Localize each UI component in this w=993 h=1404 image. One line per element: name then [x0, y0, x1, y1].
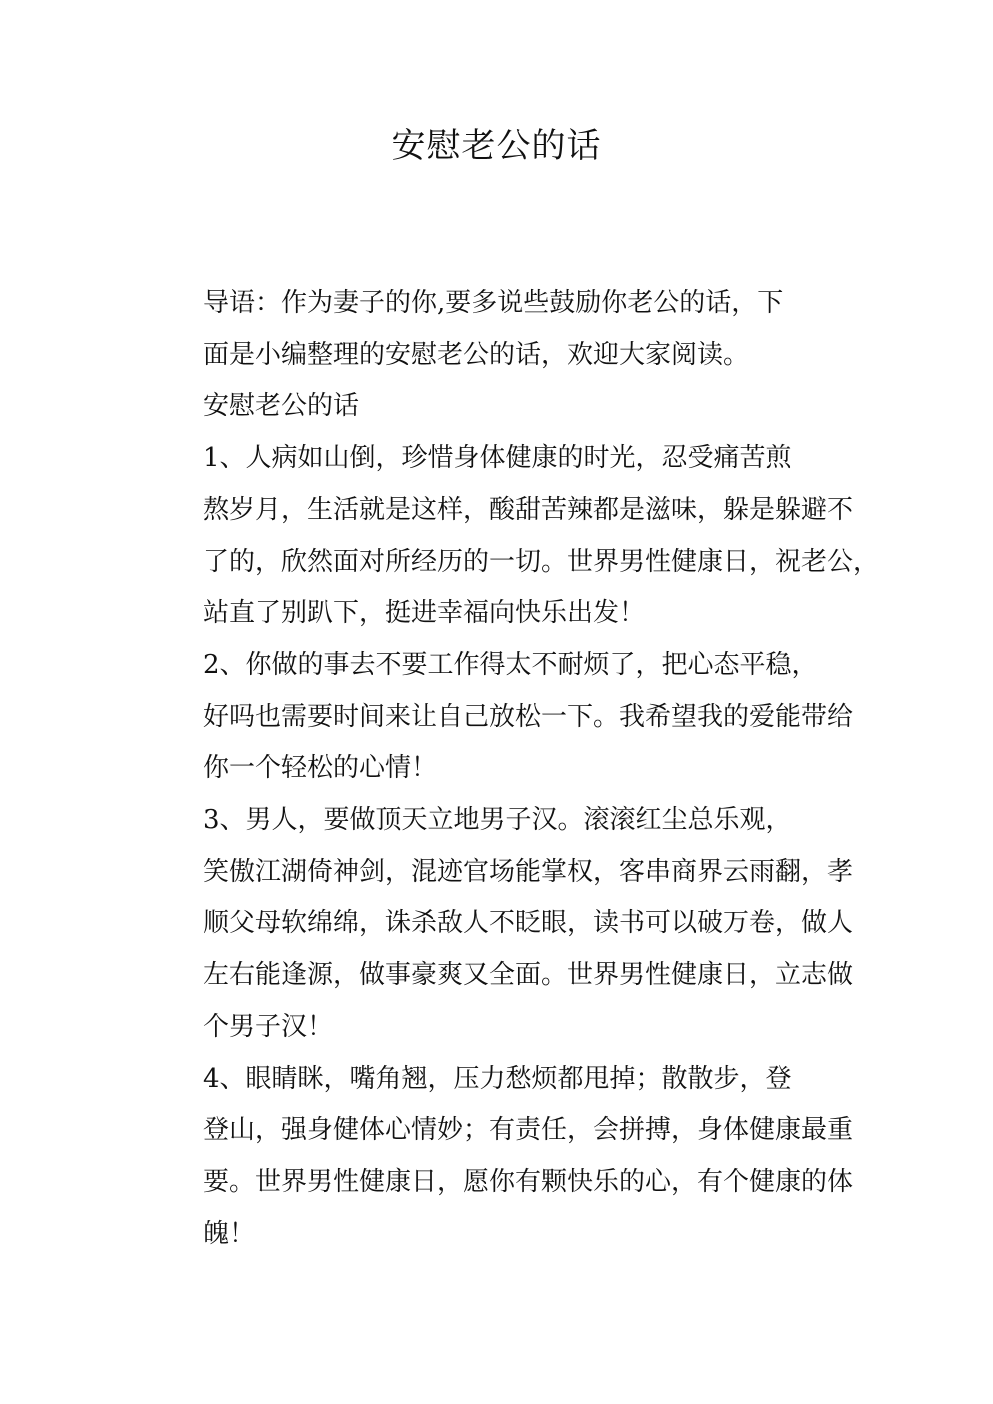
text-line: 1、人病如山倒，珍惜身体健康的时光，忍受痛苦煎	[203, 443, 792, 474]
text-line: 笑傲江湖倚神剑，混迹官场能掌权，客串商界云雨翻，孝	[203, 856, 854, 887]
text-line: 个男子汉！	[203, 1011, 334, 1042]
text-line: 顺父母软绵绵，诛杀敌人不眨眼，读书可以破万卷，做人	[203, 908, 854, 939]
text-line: 你一个轻松的心情！	[203, 753, 438, 784]
paragraph-item-2	[151, 640, 854, 795]
paragraph-intro	[151, 278, 841, 381]
text-line: 魄！	[203, 1218, 256, 1249]
document-body	[151, 278, 880, 1260]
text-line: 要。世界男性健康日，愿你有颗快乐的心，有个健康的体	[203, 1166, 854, 1197]
paragraph-item-1	[151, 433, 880, 640]
text-line: 熬岁月，生活就是这样，酸甜苦辣都是滋味，躲是躲避不	[203, 494, 854, 525]
text-line: 面是小编整理的安慰老公的话，欢迎大家阅读。	[203, 339, 750, 370]
paragraph-item-4	[151, 1054, 854, 1261]
paragraph-subheading	[151, 381, 841, 433]
text-line: 导语：作为妻子的你,要多说些鼓励你老公的话，下	[203, 288, 784, 318]
text-line: 2、你做的事去不要工作得太不耐烦了，把心态平稳，	[203, 649, 818, 680]
text-line: 好吗也需要时间来让自己放松一下。我希望我的爱能带给	[203, 701, 854, 732]
subheading-line: 安慰老公的话	[203, 391, 360, 422]
text-line: 4、眼睛眯，嘴角翘，压力愁烦都甩掉；散散步，登	[203, 1063, 792, 1094]
text-line: 了的，欣然面对所经历的一切。世界男性健康日，祝老公，	[203, 546, 880, 577]
document-title: 安慰老公的话	[391, 126, 602, 166]
paragraph-item-3	[151, 795, 854, 1054]
text-line: 3、男人，要做顶天立地男子汉。滚滚红尘总乐观，	[203, 805, 792, 836]
text-line: 左右能逢源，做事豪爽又全面。世界男性健康日，立志做	[203, 960, 854, 991]
text-line: 登山，强身健体心情妙；有责任，会拼搏，身体健康最重	[203, 1115, 854, 1146]
text-line: 站直了别趴下，挺进幸福向快乐出发！	[203, 598, 646, 629]
